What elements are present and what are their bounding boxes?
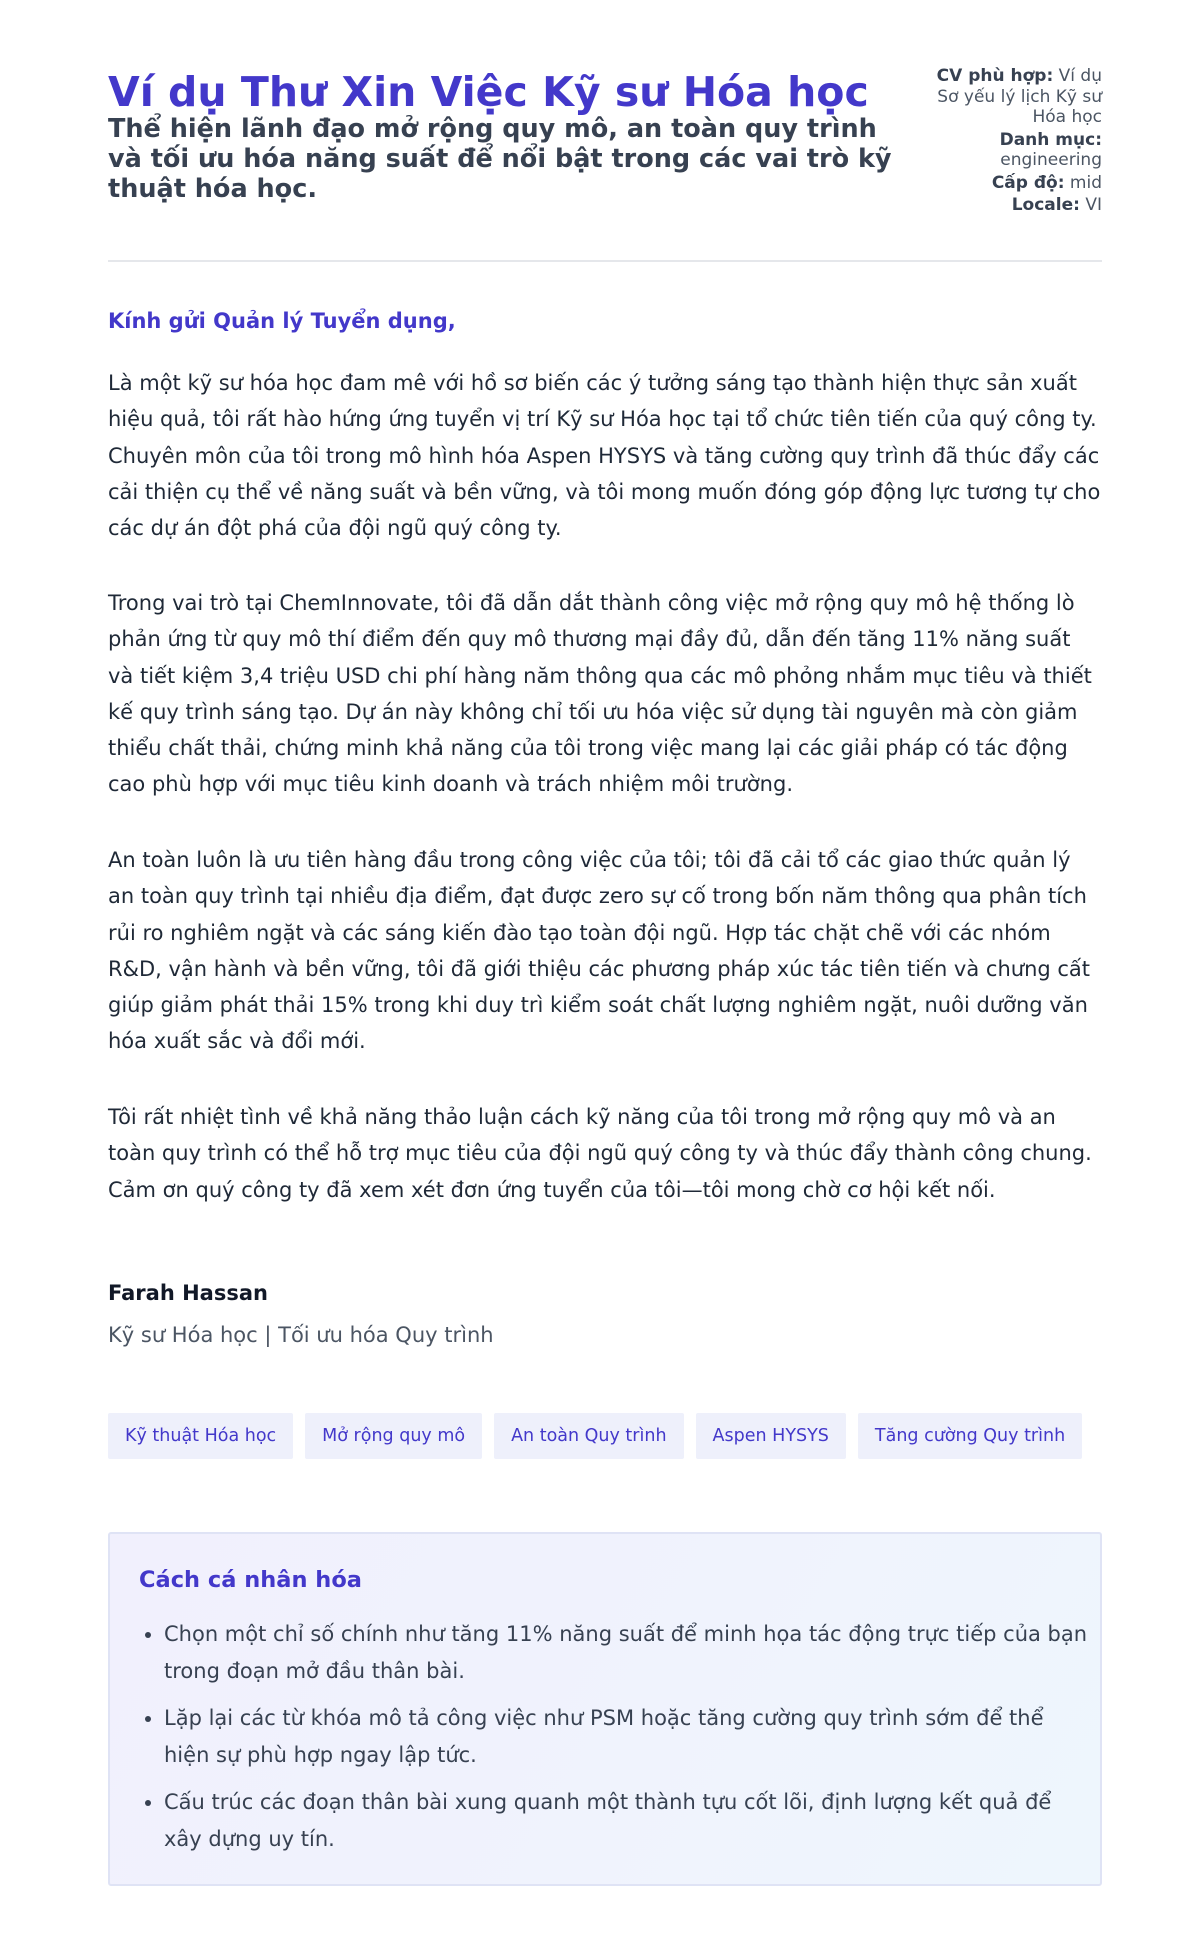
tips-title: Cách cá nhân hóa bbox=[139, 1567, 362, 1593]
meta-level-row bbox=[912, 173, 1102, 194]
skill-tag: Kỹ thuật Hóa học bbox=[108, 1413, 293, 1459]
signer-name: Farah Hassan bbox=[108, 1281, 268, 1305]
letter-paragraph: Tôi rất nhiệt tình về khả năng thảo luận cách kỹ năng của tôi trong mở rộng quy mô và an toàn quy trình có thể hỗ trợ mục tiêu của đội ngũ quý công ty và thúc đẩy thành công chung. Cảm ơn quý công ty đã xem xét đơn ứng tuyển của tôi—tôi mong chờ cơ hội kết nối. bbox=[108, 1105, 1092, 1202]
tips-list bbox=[139, 1616, 1094, 1868]
personalization-tips-box bbox=[108, 1532, 1102, 1886]
skill-tag: Mở rộng quy mô bbox=[305, 1413, 482, 1459]
metadata-panel bbox=[912, 66, 1102, 218]
page-header bbox=[108, 66, 1102, 262]
meta-locale-label: Locale: bbox=[1011, 195, 1080, 215]
tip-item: • Chọn một chỉ số chính như tăng 11% năng suất để minh họa tác động trực tiếp của bạn trong đoạn mở đầu thân bài. bbox=[164, 1616, 1094, 1689]
meta-cv-value: Ví dụ Sơ yếu lý lịch Kỹ sư Hóa học bbox=[937, 66, 1102, 127]
meta-cv-label: CV phù hợp: bbox=[936, 66, 1054, 86]
skill-tags bbox=[108, 1413, 1102, 1459]
skill-tag: An toàn Quy trình bbox=[494, 1413, 683, 1459]
letter-paragraph: Trong vai trò tại ChemInnovate, tôi đã dẫn dắt thành công việc mở rộng quy mô hệ thống lò phản ứng từ quy mô thí điểm đến quy mô thương mại đầy đủ, dẫn đến tăng 11% năng suất và tiết kiệm 3,4 triệu USD chi phí hàng năm thông qua các mô phỏng nhắm mục tiêu và thiết kế quy trình sáng tạo. Dự án này không chỉ tối ưu hóa việc sử dụng tài nguyên mà còn giảm thiểu chất thải, chứng minh khả năng của tôi trong việc mang lại các giải pháp có tác động cao phù hợp với mục tiêu kinh doanh và trách nhiệm môi trường. bbox=[108, 591, 1092, 797]
page-subtitle: Thể hiện lãnh đạo mở rộng quy mô, an toàn quy trình và tối ưu hóa năng suất để nổi bật trong các vai trò kỹ thuật hóa học. bbox=[108, 114, 892, 204]
page-title: Ví dụ Thư Xin Việc Kỹ sư Hóa học bbox=[108, 68, 869, 116]
meta-cv-row bbox=[912, 66, 1102, 128]
letter-paragraph: Là một kỹ sư hóa học đam mê với hồ sơ biến các ý tưởng sáng tạo thành hiện thực sản xuất hiệu quả, tôi rất hào hứng ứng tuyển vị trí Kỹ sư Hóa học tại tổ chức tiên tiến của quý công ty. Chuyên môn của tôi trong mô hình hóa Aspen HYSYS và tăng cường quy trình đã thúc đẩy các cải thiện cụ thể về năng suất và bền vững, và tôi mong muốn đóng góp động lực tương tự cho các dự án đột phá của đội ngũ quý công ty. bbox=[108, 371, 1101, 541]
signer-role: Kỹ sư Hóa học | Tối ưu hóa Quy trình bbox=[108, 1323, 494, 1347]
meta-category-label: Danh mục: bbox=[999, 129, 1102, 150]
meta-level-value: mid bbox=[1069, 172, 1102, 193]
skill-tag: Aspen HYSYS bbox=[696, 1413, 846, 1459]
meta-locale-row bbox=[912, 195, 1102, 216]
meta-category-value: engineering bbox=[1000, 150, 1102, 170]
tip-item: • Cấu trúc các đoạn thân bài xung quanh một thành tựu cốt lõi, định lượng kết quả để xây dựng uy tín. bbox=[164, 1784, 1094, 1857]
meta-category-row bbox=[912, 130, 1102, 171]
letter-paragraph: An toàn luôn là ưu tiên hàng đầu trong công việc của tôi; tôi đã cải tổ các giao thức quản lý an toàn quy trình tại nhiều địa điểm, đạt được zero sự cố trong bốn năm thông qua phân tích rủi ro nghiêm ngặt và các sáng kiến đào tạo toàn đội ngũ. Hợp tác chặt chẽ với các nhóm R&D, vận hành và bền vững, tôi đã giới thiệu các phương pháp xúc tác tiên tiến và chưng cất giúp giảm phát thải 15% trong khi duy trì kiểm soát chất lượng nghiêm ngặt, nuôi dưỡng văn hóa xuất sắc và đổi mới. bbox=[108, 848, 1091, 1054]
skill-tag: Tăng cường Quy trình bbox=[858, 1413, 1082, 1459]
meta-level-label: Cấp độ: bbox=[991, 172, 1065, 193]
tip-item: • Lặp lại các từ khóa mô tả công việc như PSM hoặc tăng cường quy trình sớm để thể hiện sự phù hợp ngay lập tức. bbox=[164, 1700, 1094, 1773]
meta-locale-value: VI bbox=[1085, 195, 1102, 215]
letter-salutation: Kính gửi Quản lý Tuyển dụng, bbox=[108, 309, 456, 333]
